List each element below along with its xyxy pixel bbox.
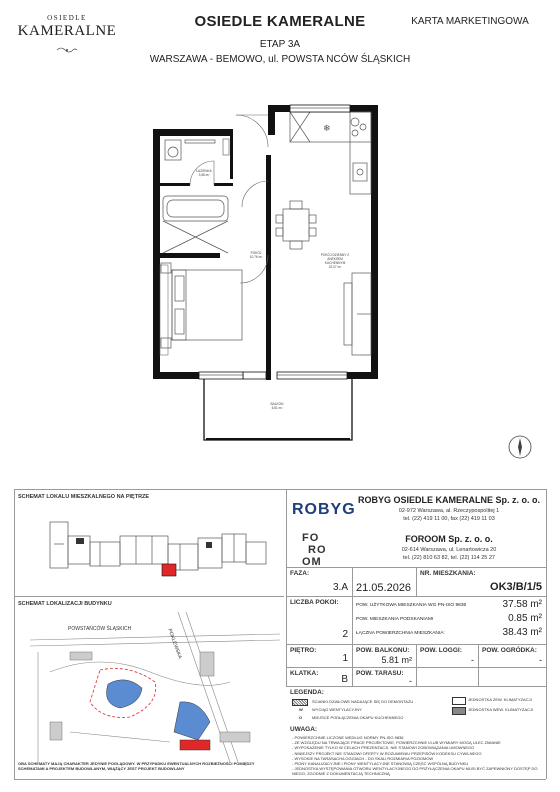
foroom-phone: tel. (22) 810 63 82, tel. (22) 114 25 27 xyxy=(403,555,495,561)
balcony-name: BALKON xyxy=(270,402,284,406)
note-line: - WYPOSAŻENIE TYLKO W CELACH PREZENTACJI, NIE STANOWI ZOBOWIĄZANIA UMOWNEGO xyxy=(292,745,475,751)
robyg-address: 02-972 Warszawa, al. Rzeczypospolitej 1 xyxy=(398,508,500,514)
legend-item-ventilation: WYCIĄG WENTYLACYJNY xyxy=(312,707,362,712)
terrace-area-value: - xyxy=(409,676,412,686)
phase-value: 3.A xyxy=(332,582,348,593)
note-line: NIEGO, ZGODNIE Z DOKUMENTACJĄ TECHNICZNĄ xyxy=(292,771,390,777)
staircase-value: B xyxy=(341,674,348,685)
living-name-2: ANEKSEM xyxy=(327,256,343,261)
sofa xyxy=(344,273,371,355)
balcony-area-value: 5.81 m² xyxy=(381,655,412,665)
street-label-2: POKLEWSKA xyxy=(166,628,183,660)
note-line: - JEDNOSTKA WYSTĘPOWANIA OTWORU WENTYLACYJNEGO DO PRZYŁĄCZENIA OKAPU MUSI BYĆ ZAPEWNIONY DOSTĘP DO xyxy=(292,766,538,772)
living-name-3: KUCHENNYM xyxy=(324,260,346,265)
note-line: - NINIEJSZY PROJEKT NIE STANOWI OFERTY W ROZUMIENIU PRZEPISÓW KODEKSU CYWILNEGO xyxy=(292,750,482,756)
legend-symbol-o: O xyxy=(299,715,303,720)
bathroom-fixtures xyxy=(163,140,228,253)
floor-scheme-title: SCHEMAT LOKALU MIESZKALNEGO NA PIĘTRZE xyxy=(18,494,150,500)
bathroom-name: ŁAZIENKA xyxy=(196,169,212,173)
street-label-1: POWSTAŃCÓW ŚLĄSKICH xyxy=(68,626,132,632)
balcony-area-label: POW. BALKONU: xyxy=(356,647,410,654)
logo-text: KAMERALNE xyxy=(17,23,117,39)
notes-title: UWAGA: xyxy=(290,726,318,733)
floor-label: PIĘTRO: xyxy=(290,647,317,654)
ac-indoor-icon xyxy=(452,707,466,715)
robyg-phone: tel. (22) 419 11 00, fax (22) 419 11 03 xyxy=(403,516,495,522)
usable-area-label: POW. UŻYTKOWA MIESZKANIA WG PN-ISO 9836 xyxy=(356,603,467,608)
note-line: - ZE WZGLĘDU NA TRWAJĄCE PRACE PROJEKTOWE, POWIERZCHNIE I/LUB WYMIARY MOGĄ ULEC ZMIANIE xyxy=(292,740,501,746)
foroom-address: 02-614 Warszawa, ul. Lenartowicza 20 xyxy=(401,547,497,553)
note-line: - POWIERZCHNIE LICZONE WEDŁUG NORMY PN-ISO 9836 xyxy=(292,735,404,740)
rooms-label: LICZBA POKOI: xyxy=(290,599,339,606)
stage-label: ETAP 3A xyxy=(259,39,301,50)
apartment-number-value: OK3/B/1/5 xyxy=(490,581,542,593)
attic-area-label: POW. MIESZKANIA PODSKANIAMI xyxy=(356,617,434,622)
foroom-name: FOROOM Sp. z. o. o. xyxy=(405,534,493,544)
bedroom-area: 10,76 m² xyxy=(249,254,263,259)
living-area: 22,07 m² xyxy=(328,264,342,269)
balcony-area: 5,81 m² xyxy=(271,405,283,410)
rooms-value: 2 xyxy=(342,629,348,640)
foroom-logo xyxy=(302,532,327,568)
bed xyxy=(161,263,242,348)
dining-table xyxy=(276,201,316,249)
legend-symbol-w: W xyxy=(299,707,303,712)
garden-area-value: - xyxy=(539,655,542,665)
living-name-1: POKÓJ DZIENNY Z xyxy=(320,253,350,257)
loggia-area-value: - xyxy=(471,655,474,665)
legend-item-ac-indoor: JEDNOSTKA WEW. KLIMATYZACJI xyxy=(468,707,534,712)
foroom-logo-line3: OM xyxy=(302,556,322,568)
room-label-balcony xyxy=(262,403,292,411)
staircase-label: KLATKA: xyxy=(290,670,319,677)
notes-list xyxy=(292,735,544,777)
location-label: WARSZAWA - BEMOWO, ul. POWSTA NCÓW ŚLĄSKICH xyxy=(149,54,411,65)
compass-icon xyxy=(507,434,533,460)
floor-scheme xyxy=(40,508,280,588)
bathroom-area: 3,58 m² xyxy=(198,172,210,177)
usable-area-value: 37.58 m² xyxy=(502,599,542,610)
total-area-label: ŁĄCZNA POWIERZCHNIA MIESZKANIA: xyxy=(356,631,445,636)
page-title: OSIEDLE KAMERALNE xyxy=(194,13,366,30)
robyg-logo: ROBYG xyxy=(292,501,356,518)
robyg-name: ROBYG OSIEDLE KAMERALNE Sp. z. o. o. xyxy=(357,495,540,505)
ac-outdoor-icon xyxy=(452,697,466,705)
logo-ornament-icon xyxy=(55,41,79,49)
loggia-area-label: POW. LOGGI: xyxy=(420,647,462,654)
floor-value: 1 xyxy=(342,653,348,664)
legend-title: LEGENDA: xyxy=(290,689,324,696)
garden-area-label: POW. OGRÓDKA: xyxy=(482,647,537,654)
location-scheme-title: SCHEMAT LOKALIZACJI BUDYNKU xyxy=(18,601,112,607)
apartment-number-label: NR. MIESZKANIA: xyxy=(420,570,476,577)
phase-label: FAZA: xyxy=(290,570,310,577)
terrace-area-label: POW. TARASU: xyxy=(356,670,404,677)
room-label-bathroom xyxy=(190,170,218,178)
legend-item-hood: MIEJSCE PODŁĄCZENIA OKAPU KUCHENNEGO xyxy=(312,715,404,720)
floor-plan xyxy=(0,95,560,455)
room-label-bedroom xyxy=(242,252,270,260)
note-line: - WYSOKIE NA TARASACH/LOGGIACH - DO SKALI ROZMIAR/A POZIOMOW xyxy=(292,755,434,761)
svg-text:❄: ❄ xyxy=(323,124,331,134)
note-line: - PIONY KANALIZACYJNE I PIONY WENTYLACYJNE STANOWIĄ CZĘŚĆ WSPÓLNĄ BUDYNKU xyxy=(292,761,469,767)
foroom-logo-line1: FO xyxy=(302,532,320,544)
card-type-label: KARTA MARKETINGOWA xyxy=(411,16,529,27)
legend-partition-swatch xyxy=(292,699,308,706)
logo-small-text: OSIEDLE xyxy=(47,14,87,22)
legend-item-partitions: ŚCIANKI DZIAŁOWE NADAJĄCE SIĘ DO DEMONTAŻU xyxy=(312,699,414,704)
total-area-value: 38.43 m² xyxy=(502,627,542,638)
disclaimer-text: OBA SCHEMATY MAJĄ CHARAKTER JEDYNIE POGLĄDOWY. W PRZYPADKU EWENTUALNYCH ROZBIEŻNOŚCI POMIĘDZY SCHEMATAMI A PROJEKTEM BUDOWLANYM, WIĄŻĄCY JEST PROJEKT BUDOWLANY xyxy=(18,761,255,771)
bedroom-name: POKÓJ xyxy=(250,251,262,255)
foroom-logo-line2: RO xyxy=(308,544,327,556)
location-map xyxy=(30,612,280,762)
attic-area-value: 0.85 m² xyxy=(508,613,542,624)
date-value: 21.05.2026 xyxy=(356,582,412,594)
legend-item-ac-outdoor: JEDNOSTKA ZEW. KLIMATYZACJI xyxy=(468,697,532,702)
room-label-living xyxy=(315,254,355,269)
